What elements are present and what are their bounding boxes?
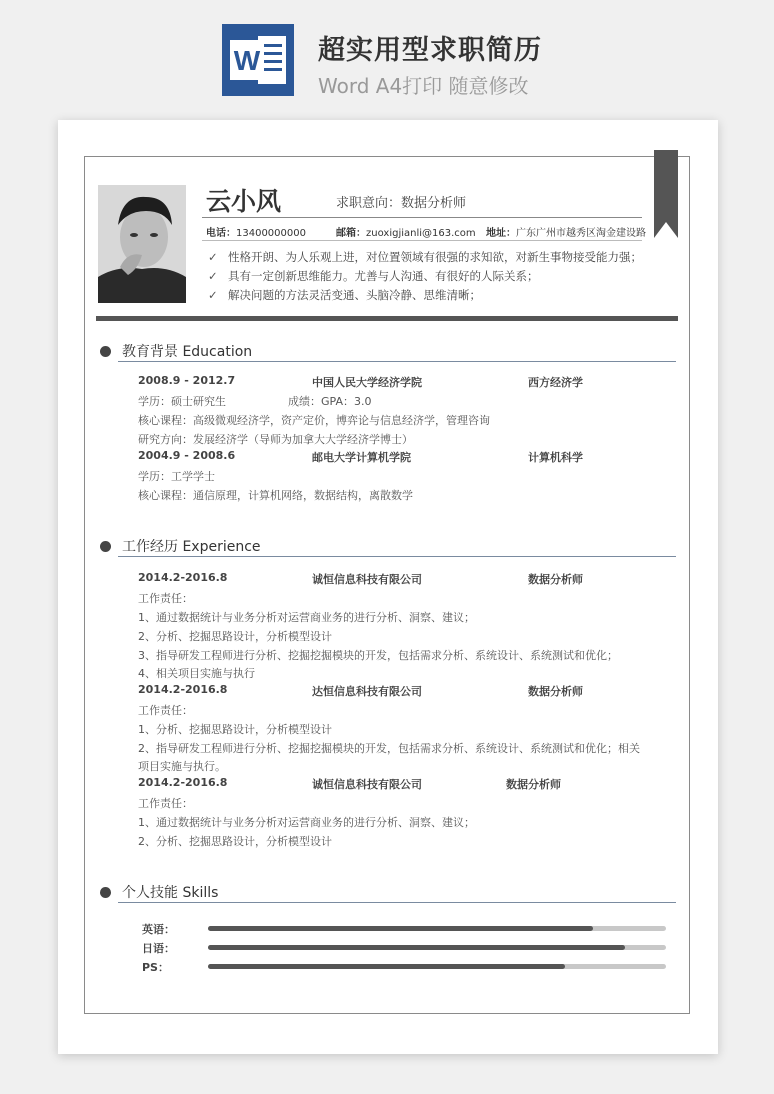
section-education xyxy=(98,340,676,362)
skill-bar xyxy=(208,964,666,969)
bookmark-icon xyxy=(654,150,678,238)
divider xyxy=(202,240,642,241)
section-skills xyxy=(98,881,676,903)
job-period: 2014.2-2016.8 xyxy=(138,683,228,696)
candidate-name: 云小风 xyxy=(206,187,282,216)
address-label: 地址： xyxy=(486,228,516,239)
edu-courses: 核心课程：通信原理，计算机网络，数据结构，离散数学 xyxy=(138,489,413,502)
job-entry-header xyxy=(138,683,583,698)
job-company: 诚恒信息科技有限公司 xyxy=(312,778,422,791)
summary-item: ✓ 性格开朗、为人乐观上进，对位置领域有很强的求知欲，对新生事物接受能力强； xyxy=(208,248,668,267)
skill-label: 英语： xyxy=(142,923,175,936)
skill-label: 日语： xyxy=(142,942,175,955)
job-duty-label: 工作责任： xyxy=(138,704,193,717)
email-info xyxy=(336,224,476,239)
self-summary xyxy=(208,248,668,305)
phone-info xyxy=(206,224,306,239)
email-label: 邮箱： xyxy=(336,228,366,239)
banner-title: 超实用型求职简历 xyxy=(318,35,542,66)
job-duty: 4、相关项目实施与执行 xyxy=(138,667,255,680)
edu-major: 西方经济学 xyxy=(528,376,583,389)
job-duty-label: 工作责任： xyxy=(138,592,193,605)
header-divider xyxy=(96,316,678,321)
profile-photo xyxy=(98,185,186,303)
job-role: 数据分析师 xyxy=(528,685,583,698)
skill-fill xyxy=(208,964,565,969)
edu-school: 邮电大学计算机学院 xyxy=(312,451,411,464)
skill-fill xyxy=(208,926,593,931)
job-duty: 项目实施与执行。 xyxy=(138,760,226,773)
section-underline xyxy=(118,902,676,903)
section-underline xyxy=(118,361,676,362)
job-company: 达恒信息科技有限公司 xyxy=(312,685,422,698)
address-value: 广东广州市越秀区淘金建设路 xyxy=(516,228,646,239)
email-value: zuoxigjianli@163.com xyxy=(366,228,476,239)
job-intent: 求职意向：数据分析师 xyxy=(336,196,467,211)
job-duty: 1、通过数据统计与业务分析对运营商业务的进行分析、洞察、建议； xyxy=(138,611,475,624)
job-duty: 1、分析、挖掘思路设计，分析模型设计 xyxy=(138,723,332,736)
job-duty: 2、分析、挖掘思路设计，分析模型设计 xyxy=(138,630,332,643)
job-duty: 1、通过数据统计与业务分析对运营商业务的进行分析、洞察、建议； xyxy=(138,816,475,829)
resume-page xyxy=(58,120,718,1054)
check-icon: ✓ xyxy=(208,288,218,302)
banner-subtitle: Word A4打印 随意修改 xyxy=(318,74,529,98)
section-underline xyxy=(118,556,676,557)
edu-major: 计算机科学 xyxy=(528,451,583,464)
word-letter: W xyxy=(233,45,261,76)
job-period: 2014.2-2016.8 xyxy=(138,571,228,584)
edu-score: 成绩：GPA：3.0 xyxy=(288,395,372,408)
check-icon: ✓ xyxy=(208,250,218,264)
edu-period: 2008.9 - 2012.7 xyxy=(138,374,236,387)
check-icon: ✓ xyxy=(208,269,218,283)
section-title: 教育背景 Education xyxy=(122,344,253,360)
bullet-dot-icon xyxy=(100,887,111,898)
phone-value: 13400000000 xyxy=(236,228,306,239)
bullet-dot-icon xyxy=(100,346,111,357)
section-title: 工作经历 Experience xyxy=(122,539,261,555)
edu-school: 中国人民大学经济学院 xyxy=(312,376,422,389)
skill-label: PS： xyxy=(142,961,169,974)
edu-period: 2004.9 - 2008.6 xyxy=(138,449,236,462)
section-experience xyxy=(98,535,676,557)
job-company: 诚恒信息科技有限公司 xyxy=(312,573,422,586)
job-entry-header xyxy=(138,776,561,791)
job-duty: 2、指导研发工程师进行分析、挖掘挖掘模块的开发，包括需求分析、系统设计、系统测试和优化；相关 xyxy=(138,742,640,755)
address-info xyxy=(486,224,646,239)
skill-bar xyxy=(208,926,666,931)
job-role: 数据分析师 xyxy=(528,573,583,586)
bullet-dot-icon xyxy=(100,541,111,552)
edu-courses: 核心课程：高级微观经济学，资产定价，博弈论与信息经济学，管理咨询 xyxy=(138,414,490,427)
phone-label: 电话： xyxy=(206,228,236,239)
edu-degree: 学历：工学学士 xyxy=(138,470,215,483)
job-duty: 2、分析、挖掘思路设计，分析模型设计 xyxy=(138,835,332,848)
edu-degree: 学历：硕士研究生 xyxy=(138,395,226,408)
word-icon xyxy=(222,24,294,96)
edu-entry-header xyxy=(138,374,583,389)
summary-item: ✓ 解决问题的方法灵活变通、头脑冷静、思维清晰； xyxy=(208,286,668,305)
job-role: 数据分析师 xyxy=(506,778,561,791)
edu-research: 研究方向：发展经济学（导师为加拿大大学经济学博士） xyxy=(138,433,413,446)
skill-bar xyxy=(208,945,666,950)
job-period: 2014.2-2016.8 xyxy=(138,776,228,789)
job-duty-label: 工作责任： xyxy=(138,797,193,810)
job-entry-header xyxy=(138,571,583,586)
edu-degree-row xyxy=(138,393,372,409)
summary-item: ✓ 具有一定创新思维能力。尤善与人沟通、有很好的人际关系； xyxy=(208,267,668,286)
job-duty: 3、指导研发工程师进行分析、挖掘挖掘模块的开发，包括需求分析、系统设计、系统测试和优化； xyxy=(138,649,618,662)
edu-entry-header xyxy=(138,449,583,464)
section-title: 个人技能 Skills xyxy=(122,885,219,901)
banner xyxy=(0,0,774,118)
skill-fill xyxy=(208,945,625,950)
divider xyxy=(202,217,642,218)
